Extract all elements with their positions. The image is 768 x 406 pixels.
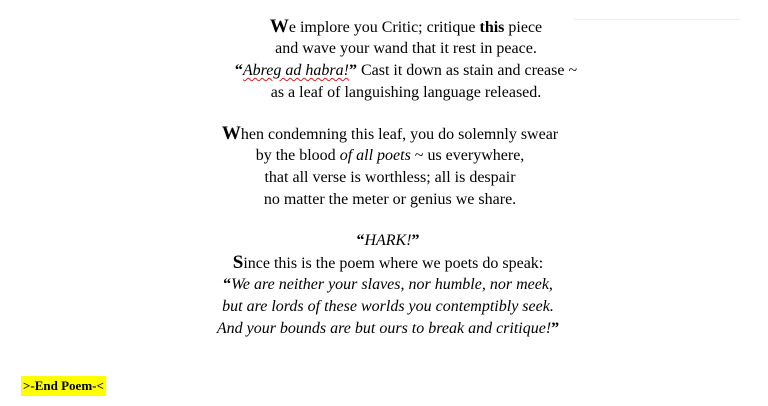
stanza-1-line-4: as a leaf of languishing language released.	[270, 84, 542, 101]
poem-body	[0, 16, 768, 359]
line-text: ~ us everywhere,	[410, 147, 525, 164]
open-quote: “	[234, 62, 243, 79]
close-quote: ”	[348, 62, 357, 79]
line-text: hen condemning this leaf, you do solemnly swear	[240, 126, 559, 143]
stanza-2-line-1	[6, 123, 768, 145]
stanza-3-line-2	[4, 274, 768, 296]
stanza-3-line-1	[4, 252, 768, 274]
stanza-3-line-3: but are lords of these worlds you contemptibly seek.	[222, 298, 554, 315]
hark-line	[4, 230, 768, 252]
drop-initial: S	[232, 252, 244, 273]
line-text: by the blood	[255, 147, 340, 164]
drop-initial: W	[269, 16, 289, 37]
italic-line-text: We are neither your slaves, nor humble, nor meek,	[231, 276, 553, 293]
misspelled-phrase[interactable]: Abreg ad habra!	[242, 62, 349, 79]
open-quote: “	[223, 276, 232, 293]
stanza-2-line-3: that all verse is worthless; all is despair	[264, 169, 516, 186]
line-text: e implore you Critic; critique	[288, 19, 480, 36]
stanza-2	[0, 123, 768, 211]
stanza-1-line-2: and wave your wand that it rest in peace.	[275, 40, 537, 57]
italic-line-text: And your bounds are but ours to break and critique!	[216, 320, 552, 337]
open-quote: “	[356, 232, 365, 249]
italic-phrase: of all poets	[339, 147, 411, 164]
stanza-2-line-2	[6, 145, 768, 167]
line-text: piece	[504, 19, 543, 36]
hark-word: HARK!	[364, 232, 412, 249]
stanza-1-line-3	[22, 60, 768, 82]
stanza-1	[0, 16, 768, 104]
stanza-1-line-1	[22, 16, 768, 38]
close-quote: ”	[411, 232, 420, 249]
bold-word: this	[479, 19, 505, 36]
line-text: ince this is the poem where we poets do speak:	[243, 255, 544, 272]
drop-initial: W	[221, 123, 241, 144]
close-quote: ”	[551, 320, 560, 337]
stanza-3-line-4	[4, 318, 768, 340]
end-poem-highlight: >-End Poem-<	[21, 376, 106, 396]
line-text: Cast it down as stain and crease ~	[356, 62, 578, 79]
stanza-3	[0, 230, 768, 340]
stanza-2-line-4: no matter the meter or genius we share.	[263, 191, 517, 208]
